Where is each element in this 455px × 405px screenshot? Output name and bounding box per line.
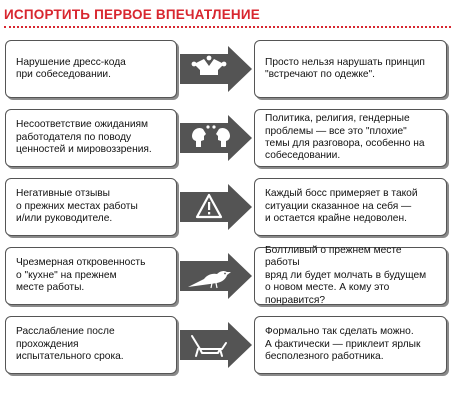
problem-box [5, 40, 177, 98]
consequence-box [254, 316, 447, 374]
row-dress-code [0, 40, 455, 100]
problem-text: Несоответствие ожиданиям работодателя по поводу ценностей и мировоззрения. [16, 119, 152, 156]
consequence-box [254, 40, 447, 98]
problem-text: Негативные отзывы о прежних местах работы и/или руководителе. [16, 188, 138, 225]
problem-box [5, 316, 177, 374]
consequence-box [254, 244, 447, 306]
problem-box [5, 109, 177, 167]
arrow [180, 46, 252, 92]
row-values [0, 109, 455, 169]
arrow [180, 253, 252, 299]
row-oversharing [0, 244, 455, 307]
row-negative-reviews [0, 178, 455, 238]
consequence-text: Политика, религия, гендерные проблемы — все это "плохие" темы для разговора, особенно на собеседовании. [265, 113, 425, 162]
problem-text: Расслабление после прохождения испытательного срока. [16, 326, 124, 363]
consequence-text: Формально так сделать можно. А фактически — приклеит ярлык бесполезного работника. [265, 326, 421, 363]
problem-box [5, 178, 177, 236]
consequence-text: Просто нельзя нарушать принцип "встречают по одежке". [265, 56, 425, 80]
row-relaxation [0, 316, 455, 376]
problem-box [5, 247, 177, 305]
arrow [180, 115, 252, 161]
problem-text: Нарушение дресс-кода при собеседовании. [16, 56, 126, 80]
arrow [180, 322, 252, 368]
consequence-text: Каждый босс примеряет в такой ситуации сказанное на себя — и остается крайне недоволен. [265, 188, 418, 225]
page-title: ИСПОРТИТЬ ПЕРВОЕ ВПЕЧАТЛЕНИЕ [4, 4, 451, 28]
arrow [180, 184, 252, 230]
consequence-box [254, 178, 447, 236]
problem-text: Чрезмерная откровенность о "кухне" на прежнем месте работы. [16, 257, 146, 294]
consequence-text: Болтливый о прежнем месте работы вряд ли будет молчать в будущем о новом месте. А кому это понравится? [265, 244, 427, 306]
consequence-box [254, 109, 447, 167]
